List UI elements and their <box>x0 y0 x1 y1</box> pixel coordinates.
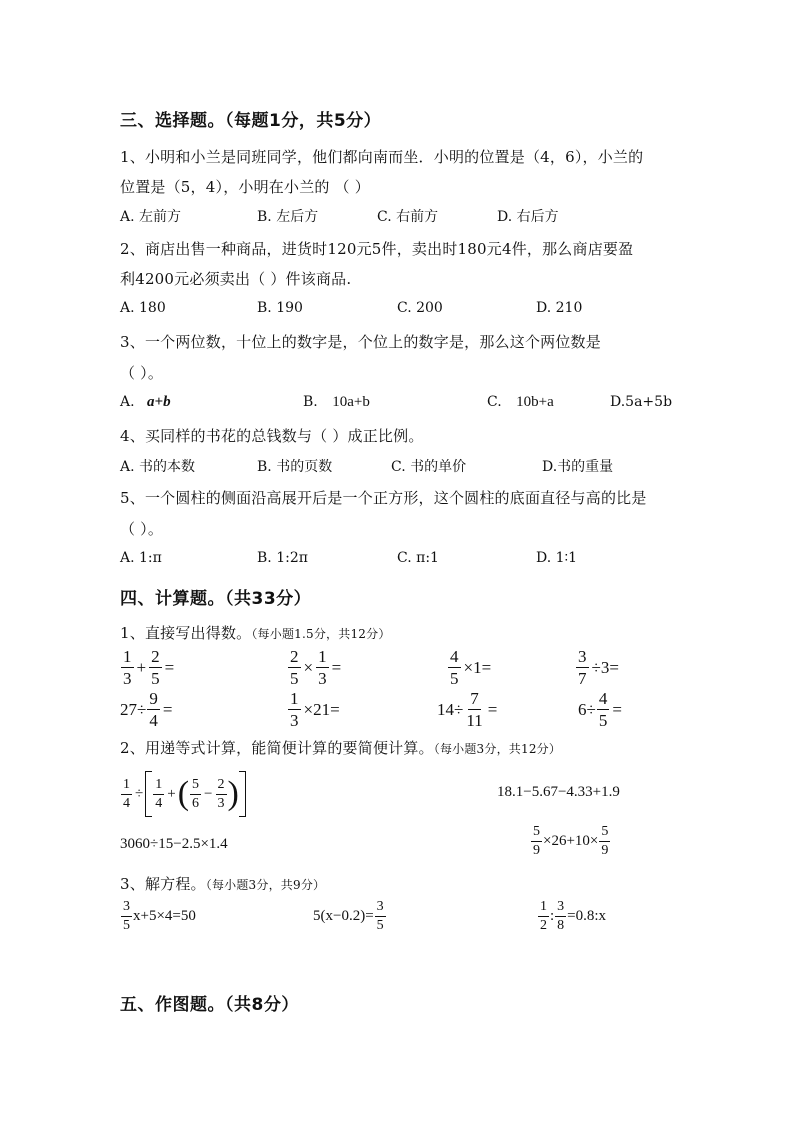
fraction: $\frac{4}{5}$ <box>450 647 459 688</box>
q4-option-b: B. 书的页数 <box>257 459 333 475</box>
equation-1 <box>120 900 196 933</box>
q2-text-line2: 利4200元必须卖出（ ）件该商品. <box>120 270 352 288</box>
operator: ×1= <box>463 657 492 677</box>
q3-option-c-letter: C. <box>487 394 502 410</box>
fraction: $\frac{7}{11}$ <box>466 689 483 730</box>
calc-item-6 <box>287 690 342 729</box>
q5-option-a: A. 1:π <box>120 550 162 566</box>
q1-option-d: D. 右后方 <box>497 209 559 225</box>
q3-option-a-letter: A. <box>120 394 135 410</box>
calc-item-5 <box>120 690 174 729</box>
operator: × <box>303 657 314 677</box>
number: 6÷ <box>578 699 596 719</box>
calc-item-7 <box>437 690 499 729</box>
p1-heading-text: 1、直接写出得数。 <box>120 624 252 642</box>
q4-option-c: C. 书的单价 <box>391 459 467 475</box>
fraction: $\frac{4}{5}$ <box>598 689 608 730</box>
q3-option-c <box>487 394 554 411</box>
equation-3 <box>537 900 606 933</box>
p3-heading-text: 3、解方程。 <box>120 875 206 893</box>
operator: ×21= <box>303 699 340 719</box>
operator: ÷ <box>135 785 144 802</box>
fraction: $\frac{9}{4}$ <box>149 689 158 730</box>
p2-heading-note: （每小题3分，共12分） <box>433 742 562 756</box>
fraction: $\frac{5}{9}$ <box>601 824 609 858</box>
q3-option-d: D.5a+5b <box>610 394 673 410</box>
fraction: $\frac{1}{4}$ <box>155 776 163 811</box>
q3-text-line2: （ ）。 <box>120 364 164 382</box>
q3-option-a-expr: a+b <box>147 394 171 410</box>
q4-text-line1: 4、买同样的书花的总钱数与（ ）成正比例。 <box>120 427 424 445</box>
fraction: $\frac{2}{3}$ <box>217 776 225 811</box>
q3-option-b <box>303 394 370 411</box>
operator: = <box>164 657 175 677</box>
operator: : <box>550 908 555 924</box>
section-title-calc: 四、计算题。（共33分） <box>120 589 312 609</box>
fraction: $\frac{2}{5}$ <box>151 647 160 688</box>
q3-text-line1: 3、一个两位数，十位上的数字是，个位上的数字是，那么这个两位数是 <box>120 333 601 351</box>
q2-option-b: B. 190 <box>257 300 303 316</box>
fraction: $\frac{1}{3}$ <box>290 689 299 730</box>
stepwise-expr-1 <box>120 770 246 818</box>
q1-text-line2: 位置是（5，4），小明在小兰的 （ ） <box>120 178 370 196</box>
q5-option-d: D. 1∶1 <box>536 550 578 566</box>
operator: + <box>167 785 176 802</box>
fraction: $\frac{1}{4}$ <box>123 776 130 811</box>
q4-option-d: D.书的重量 <box>542 459 614 475</box>
stepwise-expr-2: 18.1−5.67−4.33+1.9 <box>497 784 620 800</box>
section-title-choice: 三、选择题。（每题1分，共5分） <box>120 111 382 131</box>
q2-option-a: A. 180 <box>120 300 166 316</box>
p2-heading-text: 2、用递等式计算，能简便计算的要简便计算。 <box>120 739 434 757</box>
calc-item-4 <box>575 648 621 687</box>
calc-item-1 <box>120 648 176 687</box>
q2-text-line1: 2、商店出售一种商品，进货时120元5件，卖出时180元4件，那么商店要盈 <box>120 240 634 258</box>
q3-option-b-expr: 10a+b <box>332 394 370 410</box>
q3-option-b-letter: B. <box>303 394 318 410</box>
fraction: $\frac{1}{2}$ <box>540 899 547 933</box>
q3-option-c-expr: 10b+a <box>516 394 554 410</box>
number: 27÷ <box>120 699 147 719</box>
fraction: $\frac{1}{3}$ <box>123 647 132 688</box>
operator: ×26+10× <box>543 833 599 849</box>
p3-heading <box>120 873 325 894</box>
operator: − <box>204 785 213 802</box>
p1-heading <box>120 622 391 643</box>
fraction: $\frac{5}{9}$ <box>533 824 540 858</box>
operator: + <box>136 657 147 677</box>
operator: = <box>331 657 342 677</box>
operator: = <box>487 699 498 719</box>
stepwise-expr-3: 3060÷15−2.5×1.4 <box>120 836 228 852</box>
operator: = <box>612 699 622 719</box>
equation-text: x+5×4=50 <box>133 908 196 924</box>
p1-heading-note: （每小题1.5分，共12分） <box>251 627 391 641</box>
calc-item-3 <box>447 648 493 687</box>
q1-text-line1: 1、小明和小兰是同班同学，他们都向南而坐．小明的位置是（4，6），小兰的 <box>120 148 644 166</box>
fraction: $\frac{1}{3}$ <box>318 647 327 688</box>
equation-text: 5(x−0.2)= <box>313 908 374 924</box>
fraction: $\frac{3}{5}$ <box>376 899 384 933</box>
equation-text: =0.8:x <box>567 908 607 924</box>
right-bracket <box>239 771 246 817</box>
q2-option-c: C. 200 <box>397 300 443 316</box>
q5-option-b: B. 1:2π <box>257 550 308 566</box>
q5-text-line2: （ ）。 <box>120 520 164 538</box>
stepwise-expr-4 <box>530 825 611 858</box>
fraction: $\frac{3}{8}$ <box>557 899 565 933</box>
q3-option-a <box>120 394 171 411</box>
q5-option-c: C. π:1 <box>397 550 439 566</box>
section-title-drawing: 五、作图题。（共8分） <box>120 995 299 1015</box>
operator: ÷3= <box>591 657 619 677</box>
fraction: $\frac{5}{6}$ <box>192 776 200 811</box>
number: 14÷ <box>437 699 464 719</box>
fraction: $\frac{3}{7}$ <box>578 647 587 688</box>
q1-option-a: A. 左前方 <box>120 209 182 225</box>
right-paren: ) <box>227 775 239 812</box>
q4-option-a: A. 书的本数 <box>120 459 196 475</box>
p2-heading <box>120 737 561 758</box>
p3-heading-note: （每小题3分，共9分） <box>205 878 326 892</box>
equation-2 <box>313 900 387 933</box>
q2-option-d: D. 210 <box>536 300 583 316</box>
fraction: $\frac{2}{5}$ <box>290 647 299 688</box>
calc-item-2 <box>287 648 343 687</box>
q1-option-b: B. 左后方 <box>257 209 319 225</box>
calc-item-8 <box>578 690 624 729</box>
q5-text-line1: 5、一个圆柱的侧面沿高展开后是一个正方形，这个圆柱的底面直径与高的比是 <box>120 489 647 507</box>
q1-option-c: C. 右前方 <box>377 209 439 225</box>
left-paren: ( <box>177 775 190 812</box>
operator: = <box>162 699 173 719</box>
left-bracket <box>145 771 152 817</box>
fraction: $\frac{3}{5}$ <box>123 899 130 933</box>
